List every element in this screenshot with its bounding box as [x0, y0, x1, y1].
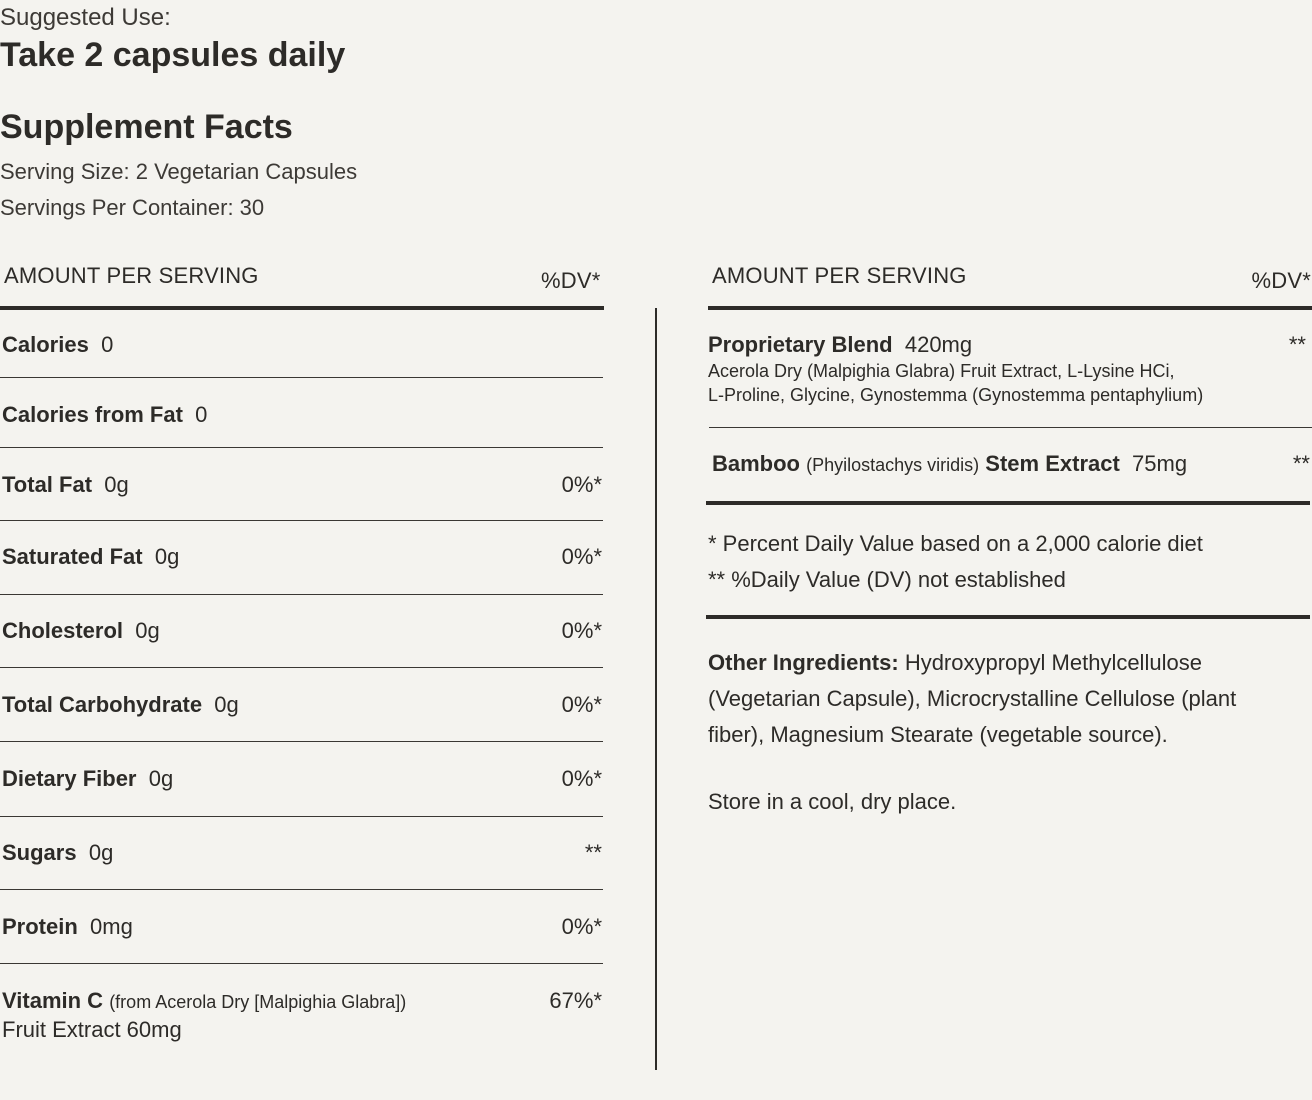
blend-amount: 420mg	[904, 332, 973, 357]
row-divider	[0, 447, 603, 448]
row-dv: 0%*	[561, 618, 602, 643]
row-divider	[0, 816, 603, 817]
servings-per-container: Servings Per Container: 30	[0, 195, 265, 220]
vitamin-c-name: Vitamin C	[2, 988, 104, 1013]
row-divider	[0, 594, 603, 595]
footnote-dv: * Percent Daily Value based on a 2,000 calorie diet	[708, 531, 1203, 556]
row-name: Sugars	[2, 840, 77, 865]
row-dv: 0%*	[561, 472, 602, 497]
bamboo-latin: (Phyilostachys viridis)	[806, 455, 980, 475]
vitamin-c-source: (from Acerola Dry [Malpighia Glabra])	[109, 992, 407, 1012]
suggested-use-label: Suggested Use:	[0, 4, 171, 31]
row-amount: 0g	[148, 766, 174, 791]
suggested-use-value: Take 2 capsules daily	[0, 36, 346, 74]
other-ingredients-label: Other Ingredients:	[708, 650, 899, 675]
row-amount: 0g	[154, 544, 180, 569]
bamboo-name: Bamboo	[712, 451, 800, 476]
blend-dv: **	[1288, 332, 1306, 357]
bamboo-rule	[706, 501, 1310, 505]
row-dv: 0%*	[561, 544, 602, 569]
right-header-amount: AMOUNT PER SERVING	[712, 263, 967, 288]
row-name: Calories	[2, 332, 89, 357]
row-amount: 0	[101, 332, 114, 357]
page-title: Supplement Facts	[0, 108, 293, 146]
vitamin-c-line2: Fruit Extract 60mg	[2, 1017, 182, 1042]
bamboo-dv: **	[1292, 451, 1310, 476]
row-divider	[0, 667, 603, 668]
row-amount: 0	[195, 402, 208, 427]
other-line3: fiber), Magnesium Stearate (vegetable source).	[708, 722, 1168, 747]
row-name: Saturated Fat	[2, 544, 143, 569]
right-header-rule	[708, 306, 1312, 310]
bamboo-name2: Stem Extract	[985, 451, 1120, 476]
bamboo-amount: 75mg	[1132, 451, 1188, 476]
other-line1: Hydroxypropyl Methylcellulose	[904, 650, 1202, 675]
row-divider	[0, 377, 603, 378]
row-name: Cholesterol	[2, 618, 124, 643]
storage-note: Store in a cool, dry place.	[708, 789, 957, 814]
left-header-amount: AMOUNT PER SERVING	[4, 263, 259, 288]
row-amount: 0mg	[90, 914, 133, 939]
serving-size: Serving Size: 2 Vegetarian Capsules	[0, 159, 358, 184]
row-divider	[0, 889, 603, 890]
row-name: Total Carbohydrate	[2, 692, 203, 717]
row-divider	[0, 741, 603, 742]
row-name: Dietary Fiber	[2, 766, 137, 791]
row-divider	[0, 963, 603, 964]
column-divider	[655, 308, 657, 1070]
row-divider	[0, 520, 603, 521]
row-name: Calories from Fat	[2, 402, 183, 427]
row-divider	[709, 427, 1312, 428]
row-name: Total Fat	[2, 472, 93, 497]
left-header-dv: %DV*	[541, 268, 601, 293]
row-name: Protein	[2, 914, 78, 939]
row-dv: 0%*	[561, 766, 602, 791]
other-ingredients	[708, 645, 1236, 753]
vitamin-c-dv: 67%*	[549, 988, 602, 1013]
left-header-rule	[0, 306, 604, 310]
row-dv: **	[584, 840, 602, 865]
footnote-not-established: ** %Daily Value (DV) not established	[708, 567, 1066, 592]
row-amount: 0g	[88, 840, 114, 865]
row-amount: 0g	[135, 618, 160, 643]
row-amount: 0g	[104, 472, 129, 497]
row-amount: 0g	[214, 692, 239, 717]
row-dv: 0%*	[561, 914, 602, 939]
blend-ingredients-line2: L-Proline, Glycine, Gynostemma (Gynostemma pentaphylium)	[708, 385, 1204, 405]
blend-name: Proprietary Blend	[708, 332, 893, 357]
row-dv: 0%*	[561, 692, 602, 717]
right-header-dv: %DV*	[1251, 268, 1311, 293]
other-line2: (Vegetarian Capsule), Microcrystalline Cellulose (plant	[708, 686, 1237, 711]
blend-ingredients-line1: Acerola Dry (Malpighia Glabra) Fruit Extract, L-Lysine HCi,	[708, 361, 1175, 381]
footnote-rule	[706, 615, 1310, 619]
